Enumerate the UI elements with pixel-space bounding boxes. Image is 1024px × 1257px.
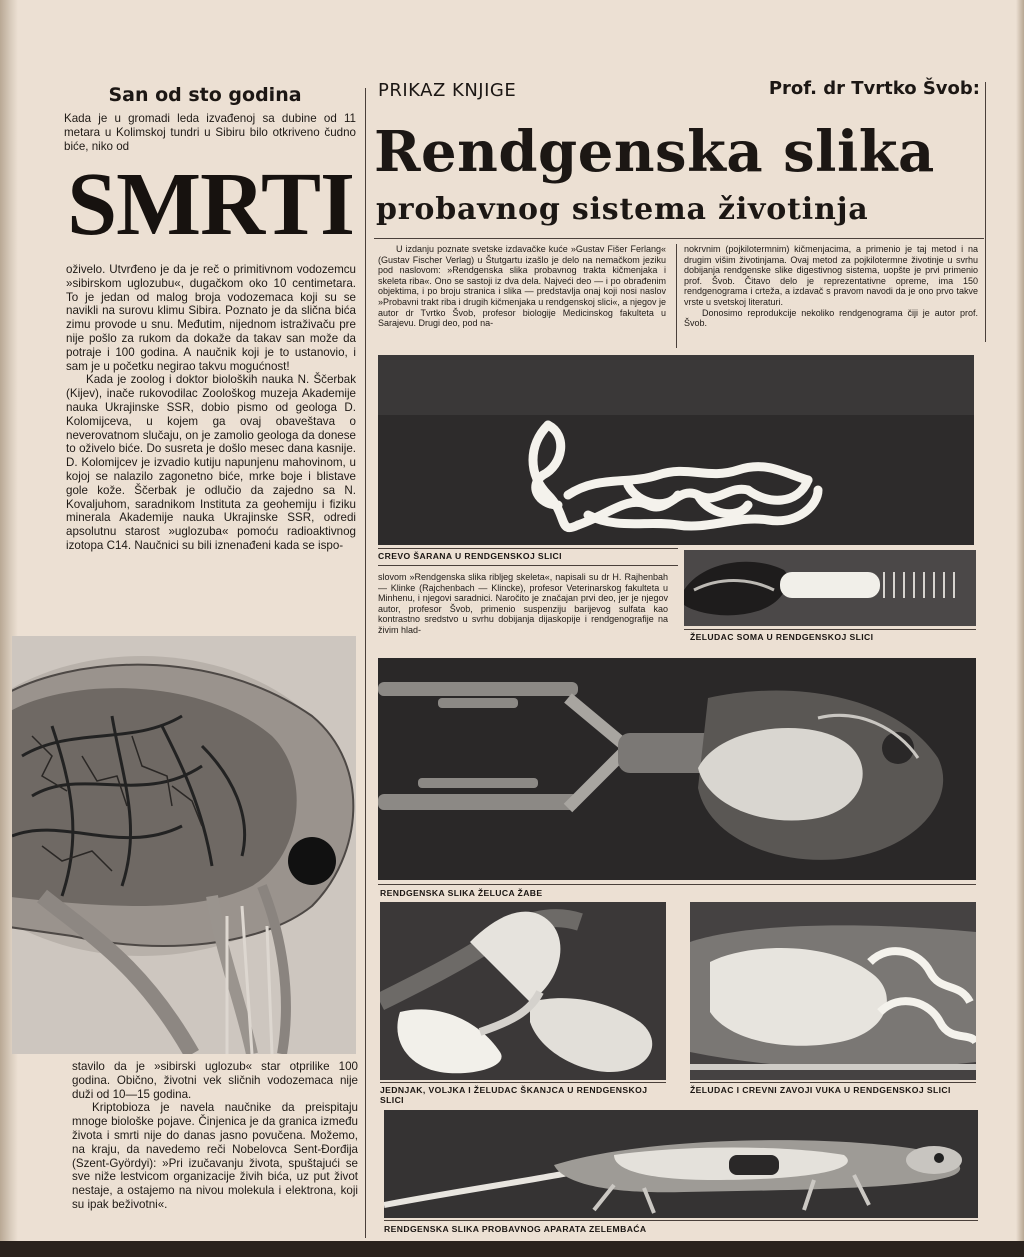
newt-larva-photo bbox=[12, 636, 356, 1054]
caption-rule bbox=[684, 629, 976, 630]
left-article-body bbox=[66, 263, 356, 633]
left-body-paragraph: stavilo da je »sibirski uglozub« star otprilike 100 godina. Obično, životni vek sličnih vodozemaca nije duži od 10—15 godina. bbox=[72, 1060, 358, 1101]
scan-bottom-edge bbox=[0, 1241, 1024, 1257]
left-article-intro: Kada je u gromadi leda izvađenoj sa dubine od 11 metara u Kolimskoj tundri u Sibiru bilo otkriveno čudno biće, niko od bbox=[64, 112, 356, 153]
review-paragraph: slovom »Rendgenska slika ribljeg skeleta«, napisali su dr H. Rajhenbah — Klinke (Rajchenbach — Klincke), profesor Veterinarskog fakulteta u Minhenu, i njegovi saradnici. Naročito je značajan prvi deo, jer je njegov autor, profesor Švob, primenio suspenziju barijevog sulfata kao kontrastno sredstvo u svrhu dobijanja dijaskopije i rendgenografije na živim hlad- bbox=[378, 572, 668, 635]
frog-stomach-xray bbox=[378, 658, 976, 880]
review-paragraph: Donosimo reprodukcije nekoliko rendgenograma čiji je autor prof. Švob. bbox=[684, 307, 978, 329]
caption-rule bbox=[378, 548, 678, 549]
newt-larva-illustration bbox=[12, 636, 356, 1054]
buzzard-xray-image bbox=[380, 902, 666, 1080]
review-paragraph: U izdanju poznate svetske izdavačke kuće »Gustav Fišer Ferlang« (Gustav Fischer Verlag) u Štutgartu izašlo je delo na nemačkom jeziku pod naslovom: »Rendgenska slika probavnog trakta kičmenjaka i skeleta riba«. Ono se sastoji iz dva dela. Najveći deo — i po obrađenim objektima, i po broju stranica i slika — predstavlja onaj koji nosi naslov »Probavni trakt riba i drugih kičmenjaka u rendgenskoj slici«, a njegov je autor dr Tvrtko Švob, profesor biologije Medicinskog fakulteta u Sarajevu. Drugi deo, pod na- bbox=[378, 244, 666, 329]
column-divider bbox=[676, 244, 677, 348]
catfish-xray-image bbox=[684, 550, 976, 626]
carp-intestine-xray bbox=[378, 355, 974, 545]
lizard-digestive-xray bbox=[384, 1110, 978, 1218]
left-article-title: San od sto godina bbox=[108, 84, 302, 106]
lizard-xray-image bbox=[384, 1110, 978, 1218]
review-text-column-middle bbox=[378, 572, 668, 644]
article-title: Rendgenska slika bbox=[374, 119, 935, 185]
left-article-headline: SMRTI bbox=[67, 165, 354, 245]
wolf-xray-image bbox=[690, 902, 976, 1080]
frog-xray-caption: RENDGENSKA SLIKA ŽELUCA ŽABE bbox=[380, 888, 543, 898]
lizard-xray-caption: RENDGENSKA SLIKA PROBAVNOG APARATA ZELEMBAĆA bbox=[384, 1224, 647, 1234]
left-body-paragraph: Kriptobioza je navela naučnike da preispitaju mnoge biološke pojave. Činjenica je da granica između života i smrti nije do danas jasno povučena. Možemo, na kraju, da navedemo reči Nobelovca Sent-Đorđija (Szent-Györdyi): »Pri izučavanju života, spuštajući se sve niže lestvicom organizacije živih bića, uz put život nestaje, a ostajemo na nivou molekula i elektrona, koji su ipak beživotni«. bbox=[72, 1101, 358, 1211]
caption-rule bbox=[384, 1220, 978, 1221]
page-edge bbox=[1016, 0, 1024, 1257]
section-kicker: PRIKAZ KNJIGE bbox=[378, 80, 517, 101]
article-subtitle: probavnog sistema životinja bbox=[376, 192, 869, 227]
header-rule bbox=[374, 238, 984, 239]
review-text-column-1 bbox=[378, 244, 666, 350]
caption-rule bbox=[380, 1082, 666, 1083]
review-text-column-2 bbox=[684, 244, 978, 350]
buzzard-xray-caption: JEDNJAK, VOLJKA I ŽELUDAC ŠKANJCA U RENDGENSKOJ SLICI bbox=[380, 1085, 648, 1105]
caption-rule bbox=[690, 1082, 976, 1083]
left-body-paragraph: oživelo. Utvrđeno je da je reč o primitivnom vodozemcu »sibirskom uglozubu«, dugačkom oko 10 centimetara. To je jedan od malog broja vodozemaca koji su se navikli na surovu klimu Sibira. Poznato je da slična bića zimu provode u snu. Međutim, nijednom istraživaču pre nije pošlo za rukom da dokaže da takav san može da potraje i 100 godina. A naučnik koji je to ustanovio, i sam je u početku negirao takvu mogućnost! bbox=[66, 263, 356, 373]
caption-rule bbox=[378, 565, 678, 566]
left-body-paragraph: Kada je zoolog i doktor bioloških nauka N. Ščerbak (Kijev), inače rukovodilac Zoološkog muzeja Akademije nauka Ukrajinske SSR, dobio pismo od geologa D. Kolomijceva, u kojem ga ovaj obaveštava o neverovatnom slučaju, on je zamolio geologa da donese to oživelo biće. Do susreta je došlo mesec dana kasnije. D. Kolomijcev je izvadio kutiju napunjenu mahovinom, u kojoj se nalazilo zagonetno biće, mrke boje i blistave gole kože. Ščerbak je odlučio da zajedno sa N. Kovaljuhom, saradnikom Instituta za geohemiju i fiziku minerala Akademije nauka Ukrajinske SSR, odredi apsolutnu starost »uglozuba« pomoću radioaktivnog izotopa C14. Naučnici su bili iznenađeni kada se ispo- bbox=[66, 373, 356, 552]
column-divider bbox=[365, 88, 366, 1238]
article-author: Prof. dr Tvrtko Švob: bbox=[768, 78, 980, 99]
wolf-intestine-xray bbox=[690, 902, 976, 1080]
carp-xray-image bbox=[378, 355, 974, 545]
buzzard-digestive-xray bbox=[380, 902, 666, 1080]
review-paragraph: nokrvnim (pojkilotermnim) kičmenjacima, a primenio je taj metod i na drugim višim životinjama. Ovaj metod za pojkilotermne životinje u svrhu dobijanja rendgenske slike digestivnog sistema, uopšte je prvi primenio prof. Švob. Čitavo delo je reprezentativne opreme, ima 150 rendgenograma i crteža, a izdavač s pravom navodi da je ono prvo takve vrste u svetskoj literaturi. bbox=[684, 244, 978, 307]
caption-rule bbox=[378, 884, 976, 885]
wolf-xray-caption: ŽELUDAC I CREVNI ZAVOJI VUKA U RENDGENSKOJ SLICI bbox=[690, 1085, 951, 1095]
left-article-body-continued bbox=[72, 1060, 358, 1250]
frog-xray-image bbox=[378, 658, 976, 880]
carp-xray-caption: CREVO ŠARANA U RENDGENSKOJ SLICI bbox=[378, 551, 562, 561]
catfish-xray-caption: ŽELUDAC SOMA U RENDGENSKOJ SLICI bbox=[690, 632, 874, 642]
catfish-stomach-xray bbox=[684, 550, 976, 626]
